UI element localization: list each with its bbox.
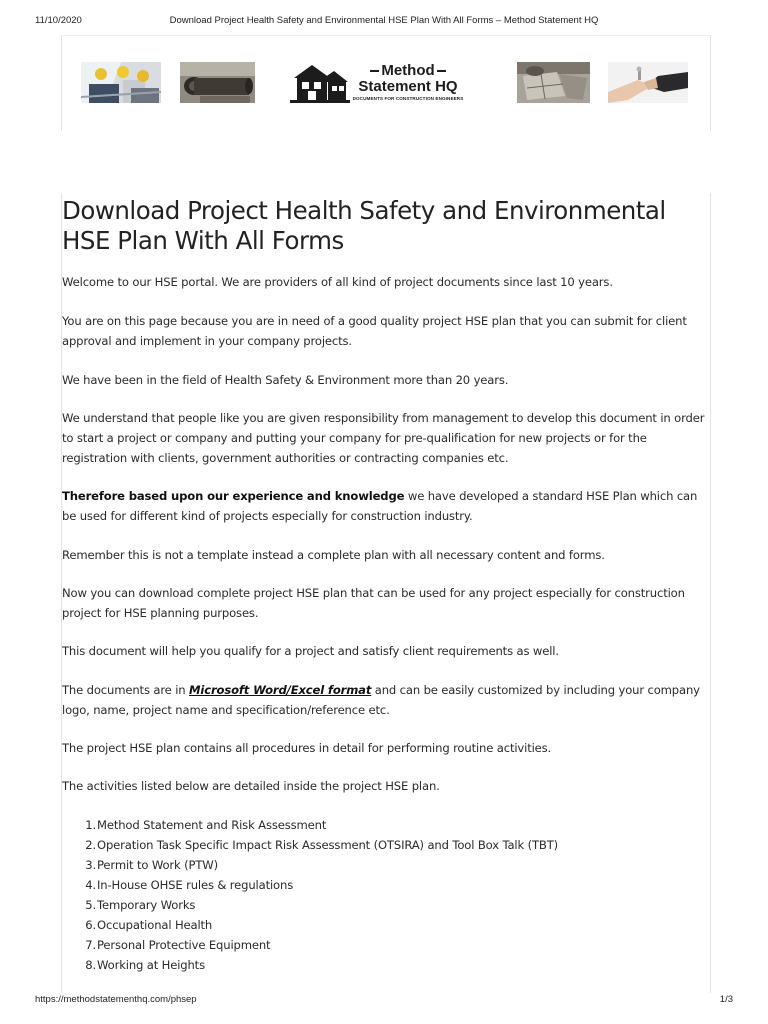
list-item: 6. Occupational Health bbox=[85, 918, 213, 932]
page-number: 1/3 bbox=[719, 994, 733, 1005]
responsibility-paragraph: We understand that people like you are given responsibility from management to develop this document in order to start a project or company and putting your company for pre-qualification for new projects or for the registration with clients, government authorities or contracting companies etc. bbox=[62, 411, 705, 465]
print-url: https://methodstatementhq.com/phsep bbox=[35, 994, 197, 1005]
logo-tagline: DOCUMENTS FOR CONSTRUCTION ENGINEERS bbox=[352, 96, 464, 101]
activities-intro-paragraph: The activities listed below are detailed inside the project HSE plan. bbox=[62, 779, 440, 793]
print-date: 11/10/2020 bbox=[35, 15, 82, 26]
list-item: 3. Permit to Work (PTW) bbox=[85, 858, 218, 872]
logo-line-1: Method bbox=[352, 63, 464, 79]
list-item: 2. Operation Task Specific Impact Risk Assessment (OTSIRA) and Tool Box Talk (TBT) bbox=[85, 838, 558, 852]
download-paragraph: Now you can download complete project HSE plan that can be used for any project especially for construction project for HSE planning purposes. bbox=[62, 586, 685, 620]
complete-plan-paragraph: Remember this is not a template instead a complete plan with all necessary content and forms. bbox=[62, 548, 605, 562]
print-header bbox=[35, 15, 733, 29]
print-footer bbox=[35, 994, 733, 1008]
site-banner bbox=[61, 35, 711, 131]
list-item: 5. Temporary Works bbox=[85, 898, 196, 912]
qualify-paragraph: This document will help you qualify for a project and satisfy client requirements as well. bbox=[62, 644, 559, 658]
list-item: 8. Working at Heights bbox=[85, 958, 205, 972]
purpose-paragraph: You are on this page because you are in need of a good quality project HSE plan that you can submit for client approval and implement in your company projects. bbox=[62, 314, 687, 348]
handshake-photo bbox=[608, 62, 688, 103]
article-title: Download Project Health Safety and Environmental HSE Plan With All Forms bbox=[62, 196, 666, 255]
standard-plan-paragraph: Therefore based upon our experience and knowledge we have developed a standard HSE Plan which can be used for different kind of projects especially for construction industry. bbox=[62, 489, 698, 523]
tiles-photo bbox=[517, 62, 590, 103]
list-item: 4. In-House OHSE rules & regulations bbox=[85, 878, 294, 892]
procedures-paragraph: The project HSE plan contains all procedures in detail for performing routine activities. bbox=[62, 741, 552, 755]
house-icon bbox=[290, 62, 350, 104]
pipes-photo bbox=[180, 62, 255, 103]
print-page-title: Download Project Health Safety and Environmental HSE Plan With All Forms – Method Statement HQ bbox=[169, 15, 599, 26]
format-paragraph: The documents are in Microsoft Word/Excel format and can be easily customized by including your company logo, name, project name and specification/reference etc. bbox=[62, 683, 700, 717]
format-link[interactable]: Microsoft Word/Excel format bbox=[189, 683, 372, 697]
activities-list bbox=[62, 815, 558, 975]
emphasis-text: Therefore based upon our experience and knowledge bbox=[62, 489, 405, 503]
intro-paragraph: Welcome to our HSE portal. We are providers of all kind of project documents since last 10 years. bbox=[62, 275, 613, 289]
list-item: 1. Method Statement and Risk Assessment bbox=[85, 818, 327, 832]
experience-paragraph: We have been in the field of Health Safety & Environment more than 20 years. bbox=[62, 373, 509, 387]
logo-line-2: Statement HQ bbox=[358, 78, 458, 95]
site-logo[interactable] bbox=[290, 62, 470, 104]
article bbox=[61, 193, 711, 993]
list-item: 7. Personal Protective Equipment bbox=[85, 938, 271, 952]
engineers-photo bbox=[81, 62, 161, 103]
